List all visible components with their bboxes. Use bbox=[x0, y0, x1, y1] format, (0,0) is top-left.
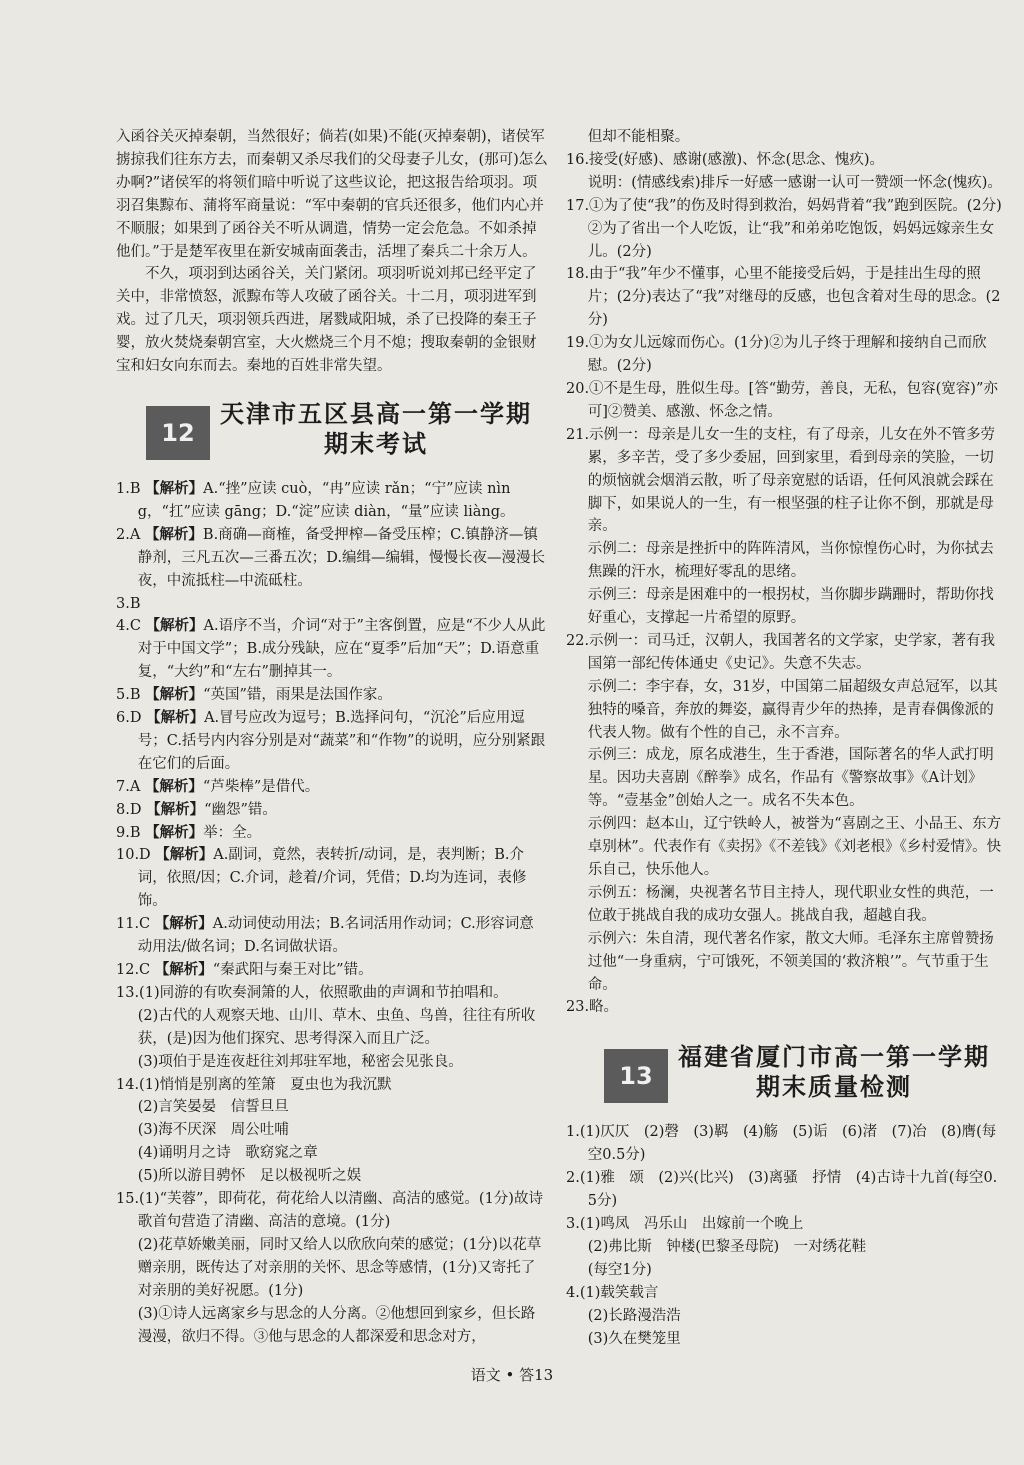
answer-subitem: 示例三：母亲是困难中的一根拐杖，当你脚步蹒跚时，帮助你找好重心，支撑起一片希望的原野。 bbox=[587, 587, 994, 627]
answer-subitem: (5)所以游目骋怀 足以极视听之娱 bbox=[137, 1168, 362, 1185]
answer-subitem: (4)诵明月之诗 歌窈窕之章 bbox=[137, 1145, 318, 1162]
answer-subitem: 示例二：李宇春，女，31岁，中国第二届超级女声总冠军，以其独特的嗓音，奔放的舞姿，赢得青少年的热捧，是青春偶像派的代表人物。做有个性的自己，永不言弃。 bbox=[587, 678, 998, 741]
answer-item: 5.B 【解析】“英国”错，雨果是法国作家。 bbox=[116, 686, 392, 704]
section-title-line2: 期末质量检测 bbox=[756, 1073, 912, 1102]
answer-item: 22.示例一：司马迁，汉朝人，我国著名的文学家，史学家，著有我国第一部纪传体通史《史记》。失意不失志。 bbox=[566, 632, 996, 672]
answer-subitem: (每空1分) bbox=[587, 1261, 652, 1278]
answer-item: 8.D 【解析】“幽怨”错。 bbox=[116, 800, 277, 818]
answer-item: 4.C 【解析】A.语序不当，介词“对于”主客倒置，应是“不少人从此对于中国文学”；B.成分残缺，应在“夏季”后加“天”；D.语意重复，“大约”和“左右”删掉其一。 bbox=[116, 617, 546, 681]
section-number-badge: 12 bbox=[146, 406, 210, 460]
answer-item: 19.①为女儿远嫁而伤心。(1分)②为儿子终于理解和接纳自己而欣慰。(2分) bbox=[566, 335, 987, 375]
answer-item: 14.(1)悄悄是别离的笙箫 夏虫也为我沉默 bbox=[116, 1076, 392, 1093]
answer-item: 13.(1)同游的有吹奏洞箫的人，依照歌曲的声调和节拍唱和。 bbox=[116, 984, 508, 1001]
section-header-12 bbox=[146, 394, 548, 464]
answer-item: 6.D 【解析】A.冒号应改为逗号；B.选择问句，“沉沦”后应用逗号；C.括号内内容分别是对“蔬菜”和“作物”的说明，应分别紧跟在它们的后面。 bbox=[116, 709, 546, 772]
answer-item: 11.C 【解析】A.动词使动用法；B.名词活用作动词；C.形容词意动用法/做名词；D.名词做状语。 bbox=[116, 915, 534, 956]
answer-subitem: (3)项伯于是连夜赶往刘邦驻军地，秘密会见张良。 bbox=[137, 1053, 463, 1070]
answer-item: 21.示例一：母亲是儿女一生的支柱，有了母亲，儿女在外不管多劳累，多辛苦，受了多少委屈，回到家里，看到母亲的笑脸，一切的烦恼就会烟消云散，听了母亲宽慰的话语，任何风浪就会踩在脚下，如果说人的一生，有一根坚强的柱子让你不倒，那就是母亲。 bbox=[566, 426, 996, 535]
answer-item: 3.B bbox=[116, 595, 141, 612]
answer-item: 16.接受(好感)、感谢(感激)、怀念(思念、愧疚)。 bbox=[566, 151, 885, 168]
answer-subitem: (3)海不厌深 周公吐哺 bbox=[137, 1122, 289, 1139]
section-title bbox=[678, 1042, 990, 1102]
section-title-line1: 天津市五区县高一第一学期 bbox=[220, 399, 532, 428]
answer-subitem: 示例二：母亲是挫折中的阵阵清风，当你惊惶伤心时，为你拭去焦躁的汗水，梳理好零乱的思绪。 bbox=[587, 541, 994, 581]
answer-subitem: 示例四：赵本山，辽宁铁岭人，被誉为“喜剧之王、小品王、东方卓别林”。代表作有《卖拐》《不差钱》《刘老根》《乡村爱情》。快乐自己，快乐他人。 bbox=[587, 816, 1002, 878]
answer-item: 20.①不是生母，胜似生母。[答“勤劳，善良，无私，包容(宽容)”亦可]②赞美、感激、怀念之情。 bbox=[566, 380, 998, 420]
right-column bbox=[566, 126, 1002, 1350]
answer-item: 2.(1)雅 颂 (2)兴(比兴) (3)离骚 抒情 (4)古诗十九首(每空0.5分) bbox=[566, 1170, 998, 1210]
answer-subitem: (2)长路漫浩浩 bbox=[587, 1307, 681, 1324]
section-title bbox=[220, 399, 532, 459]
answer-item: 3.(1)鸣凤 冯乐山 出嫁前一个晚上 bbox=[566, 1215, 804, 1232]
translation-paragraph: 入函谷关灭掉秦朝，当然很好；倘若(如果)不能(灭掉秦朝)，诸侯军掳掠我们往东方去，而秦朝又杀尽我们的父母妻子儿女，(那可)怎么办啊?”诸侯军的将领们暗中听说了这些议论，把这报告给项羽。项羽召集黥布、蒲将军商量说：“军中秦朝的官兵还很多，他们内心并不顺服；如果到了函谷关不听从调遣，情势一定会危急。不如杀掉他们。”于是楚军夜里在新安城南面袭击，活埋了秦兵二十余万人。 bbox=[116, 129, 548, 260]
section-number-badge: 13 bbox=[604, 1049, 668, 1103]
section-title-line2: 期末考试 bbox=[324, 429, 428, 458]
answer-item: 9.B 【解析】举：全。 bbox=[116, 823, 262, 841]
section-header-13 bbox=[604, 1037, 1002, 1107]
answer-item: 10.D 【解析】A.副词，竟然，表转折/动词，是，表判断；B.介词，依照/因；C.介词，趁着/介词，凭借；D.均为连词，表修饰。 bbox=[116, 846, 527, 910]
answer-item: 15.(1)“芙蓉”，即荷花，荷花给人以清幽、高洁的感觉。(1分)故诗歌首句营造了清幽、高洁的意境。(1分) bbox=[116, 1191, 543, 1230]
answer-subitem: 说明：(情感线索)排斥一好感一感谢一认可一赞颂一怀念(愧疚)。 bbox=[587, 174, 1002, 191]
answer-subitem: 示例三：成龙，原名成港生，生于香港，国际著名的华人武打明星。因功夫喜剧《醉拳》成名，作品有《警察故事》《A计划》等。“壹基金”创始人之一。成名不失本色。 bbox=[587, 747, 994, 810]
answer-continuation: 但却不能相聚。 bbox=[587, 129, 690, 145]
answer-subitem: (2)言笑晏晏 信誓旦旦 bbox=[137, 1099, 289, 1116]
answer-subitem: (3)①诗人远离家乡与思念的人分离。②他想回到家乡，但长路漫漫，欲归不得。③他与思念的人都深爱和思念对方， bbox=[137, 1305, 536, 1345]
answer-subitem: (2)弗比斯 钟楼(巴黎圣母院) 一对绣花鞋 bbox=[587, 1238, 867, 1255]
page-footer: 语文 • 答13 bbox=[470, 1366, 554, 1384]
left-column bbox=[116, 126, 548, 1348]
answer-item: 12.C 【解析】“秦武阳与秦王对比”错。 bbox=[116, 961, 373, 978]
answer-item: 2.A 【解析】B.商确—商榷，备受押榨—备受压榨；C.镇静济—镇静剂，三凡五次—三番五次；D.编缉—编辑，慢慢长夜—漫漫长夜，中流抵柱—中流砥柱。 bbox=[116, 525, 545, 589]
answer-item: 1.(1)仄仄 (2)磬 (3)羁 (4)觞 (5)诟 (6)渚 (7)冶 (8)膺(每空0.5分) bbox=[566, 1124, 997, 1164]
answer-subitem: 示例五：杨澜，央视著名节目主持人，现代职业女性的典范，一位敢于挑战自我的成功女强人。挑战自我，超越自我。 bbox=[587, 884, 994, 924]
answer-item: 17.①为了使“我”的伤及时得到救治，妈妈背着“我”跑到医院。(2分)②为了省出一个人吃饭，让“我”和弟弟吃饱饭，妈妈远嫁亲生女儿。(2分) bbox=[566, 197, 1002, 260]
answer-subitem: (2)花草娇嫩美丽，同时又给人以欣欣向荣的感觉；(1分)以花草赠亲朋，既传达了对亲朋的关怀、思念等感情，(1分)又寄托了对亲朋的美好祝愿。(1分) bbox=[137, 1236, 542, 1299]
section-title-line1: 福建省厦门市高一第一学期 bbox=[678, 1043, 990, 1072]
translation-paragraph: 不久，项羽到达函谷关，关门紧闭。项羽听说刘邦已经平定了关中，非常愤怒，派黥布等人攻破了函谷关。十二月，项羽进军到戏。过了几天，项羽领兵西进，屠戮咸阳城，杀了已投降的秦王子婴，放火焚烧秦朝宫室，大火燃烧三个月不熄；搜取秦朝的金银财宝和妇女向东而去。秦地的百姓非常失望。 bbox=[116, 266, 537, 375]
answer-item: 7.A 【解析】“芦柴棒”是借代。 bbox=[116, 777, 320, 795]
answer-item: 4.(1)载笑载言 bbox=[566, 1284, 659, 1301]
answer-item: 18.由于“我”年少不懂事，心里不能接受后妈，于是挂出生母的照片；(2分)表达了“我”对继母的反感，也包含着对生母的思念。(2分) bbox=[566, 266, 1001, 329]
answer-subitem: (3)久在樊笼里 bbox=[587, 1330, 681, 1347]
answer-item: 23.略。 bbox=[566, 999, 619, 1016]
answer-subitem: (2)古代的人观察天地、山川、草木、虫鱼、鸟兽，往往有所收获，(是)因为他们探究、思考得深入而且广泛。 bbox=[137, 1007, 536, 1047]
answer-item: 1.B 【解析】A.“挫”应读 cuò，“冉”应读 rǎn；“宁”应读 nìng，“扛”应读 gāng；D.“淀”应读 diàn，“量”应读 liàng。 bbox=[116, 479, 515, 520]
answer-subitem: 示例六：朱自清，现代著名作家，散文大师。毛泽东主席曾赞扬过他“一身重病，宁可饿死，不领美国的‘救济粮’”。气节重于生命。 bbox=[587, 930, 994, 993]
